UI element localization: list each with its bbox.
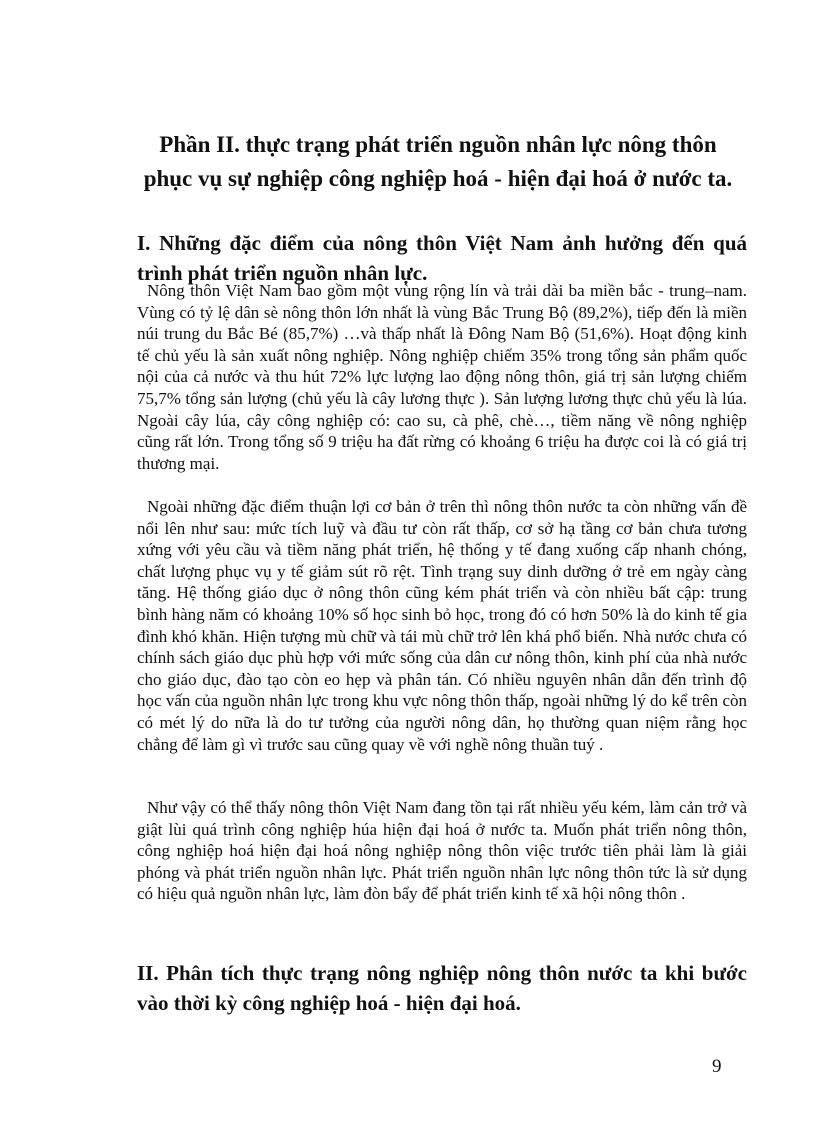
body-paragraph: Nông thôn Việt Nam bao gồm một vùng rộng lín và trải dài ba miền bắc - trung–nam. Vùng có tỷ lệ dân sè nông thôn lớn nhất là vùng Bắc Trung Bộ (89,2%), tiếp đến là miền núi trung du Bắc Bé (85,7%) …và thấp nhất là Đông Nam Bộ (51,6%). Hoạt động kinh tế chủ yếu là sản xuất nông nghiệp. Nông nghiệp chiếm 35% trong tổng sản phẩm quốc nội của cả nước và thu hút 72% lực lượng lao động nông thôn, giá trị sản lượng chiếm 75,7% tổng sản lượng (chủ yếu là cây lương thực ). Sản lượng lương thực chủ yếu là lúa. Ngoài cây lúa, cây công nghiệp có: cao su, cà phê, chè…, tiềm năng về nông nghiệp cũng rất lớn. Trong tổng số 9 triệu ha đất rừng có khoảng 6 triệu ha được coi là có giá trị thương mại. [137, 281, 747, 473]
section-heading-1: I. Những đặc điểm của nông thôn Việt Nam ảnh hưởng đến quá trình phát triển nguồn nhân lực. [137, 231, 747, 285]
body-paragraph-2-block [137, 496, 747, 755]
body-paragraph-3-block [137, 797, 747, 905]
page-number: 9 [712, 1056, 722, 1077]
body-paragraph: Ngoài những đặc điểm thuận lợi cơ bản ở trên thì nông thôn nước ta còn những vấn đề nổi lên như sau: mức tích luỹ và đầu tư còn rất thấp, cơ sở hạ tầng cơ bản chưa tương xứng với yêu cầu và tiềm năng phát triển, hệ thống y tế đang xuống cấp nhanh chóng, chất lượng phục vụ y tế giảm sút rõ rệt. Tình trạng suy dinh dưỡng ở trẻ em ngày càng tăng. Hệ thống giáo dục ở nông thôn cũng kém phát triển và còn nhiều bất cập: trung bình hàng năm có khoảng 10% số học sinh bỏ học, trong đó có hơn 50% là do kinh tế gia đình khó khăn. Hiện tượng mù chữ và tái mù chữ trở lên khá phổ biến. Nhà nước chưa có chính sách giáo dục phù hợp với mức sống của dân cư nông thôn, kinh phí của nhà nước cho giáo dục, đào tạo còn eo hẹp và phân tán. Có nhiều nguyên nhân dẫn đến trình độ học vấn của nguồn nhân lực trong khu vực nông thôn thấp, ngoài những lý do kể trên còn có mét lý do nữa là do tư tưởng của người nông dân, họ thường quan niệm rằng học chẳng để làm gì vì trước sau cũng quay về với nghề nông thuần tuý . [137, 497, 747, 754]
body-paragraph-1-block [137, 280, 747, 474]
section-heading-2: II. Phân tích thực trạng nông nghiệp nông thôn nước ta khi bước vào thời kỳ công nghiệp hoá - hiện đại hoá. [137, 961, 747, 1015]
part-title: Phần II. thực trạng phát triển nguồn nhân lực nông thôn phục vụ sự nghiệp công nghiệp hoá - hiện đại hoá ở nước ta. [143, 132, 733, 191]
body-paragraph: Như vậy có thể thấy nông thôn Việt Nam đang tồn tại rất nhiều yếu kém, làm cản trở và giật lùi quá trình công nghiệp húa hiện đại hoá ở nước ta. Muốn phát triển nông thôn, công nghiệp hoá hiện đại hoá nông nghiệp nông thôn việc trước tiên phải làm là giải phóng và phát triển nguồn nhân lực. Phát triển nguồn nhân lực nông thôn tức là sử dụng có hiệu quả nguồn nhân lực, làm đòn bẩy để phát triển kinh tế xã hội nông thôn . [137, 798, 747, 904]
